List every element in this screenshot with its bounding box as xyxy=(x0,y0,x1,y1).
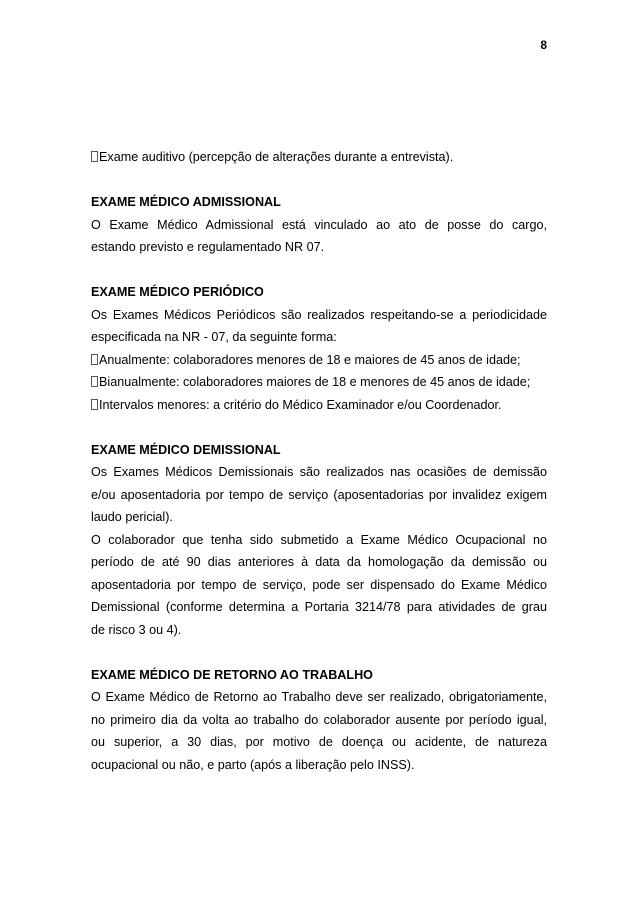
paragraph-line: aposentadoria por tempo de serviço, pode ser dispensado do Exame Médico xyxy=(91,577,547,592)
page-number: 8 xyxy=(540,38,547,52)
paragraph-line: de risco 3 ou 4). xyxy=(91,622,182,637)
intro-bullet-text: Exame auditivo (percepção de alterações durante a entrevista). xyxy=(99,150,454,164)
paragraph-line: estando previsto e regulamentado NR 07. xyxy=(91,240,325,254)
paragraph-line: Os Exames Médicos Periódicos são realizados respeitando-se a periodicidade xyxy=(91,307,547,322)
bullet-text: Bianualmente: colaboradores maiores de 18 e menores de 45 anos de idade; xyxy=(99,375,531,389)
paragraph-line: ou superior, a 30 dias, por motivo de doença ou acidente, de natureza xyxy=(91,735,547,749)
paragraph-line: Demissional (conforme determina a Portaria 3214/78 para atividades de grau xyxy=(91,600,547,614)
paragraph-line: ocupacional ou não, e parto (após a liberação pelo INSS). xyxy=(91,757,415,772)
bullet-box-icon xyxy=(91,151,98,162)
paragraph-line: período de até 90 dias anteriores à data da homologação da demissão ou xyxy=(91,555,547,569)
paragraph-line: Os Exames Médicos Demissionais são realizados nas ocasiões de demissão xyxy=(91,465,547,479)
paragraph-line: O Exame Médico Admissional está vinculado ao ato de posse do cargo, xyxy=(91,217,547,232)
bullet-text: Intervalos menores: a critério do Médico Examinador e/ou Coordenador. xyxy=(99,397,502,412)
section-heading-demissional: EXAME MÉDICO DEMISSIONAL xyxy=(91,442,281,457)
section-heading-periodico: EXAME MÉDICO PERIÓDICO xyxy=(91,285,264,299)
bullet-item xyxy=(91,371,547,394)
section-heading-retorno: EXAME MÉDICO DE RETORNO AO TRABALHO xyxy=(91,667,373,682)
paragraph-line: especificada na NR - 07, da seguinte forma: xyxy=(91,330,337,344)
paragraph-line: O Exame Médico de Retorno ao Trabalho deve ser realizado, obrigatoriamente, xyxy=(91,690,547,704)
bullet-box-icon xyxy=(91,399,98,410)
section-heading-admissional: EXAME MÉDICO ADMISSIONAL xyxy=(91,195,281,209)
bullet-item xyxy=(91,394,547,417)
paragraph-line: no primeiro dia da volta ao trabalho do colaborador ausente por período igual, xyxy=(91,712,547,727)
bullet-text: Anualmente: colaboradores menores de 18 e maiores de 45 anos de idade; xyxy=(99,352,521,367)
intro-bullet-item xyxy=(91,146,547,169)
paragraph-line: laudo pericial). xyxy=(91,510,173,524)
paragraph-line: O colaborador que tenha sido submetido a Exame Médico Ocupacional no xyxy=(91,532,547,547)
bullet-box-icon xyxy=(91,376,98,387)
bullet-item xyxy=(91,349,547,372)
page-content xyxy=(91,146,547,776)
paragraph-line: e/ou aposentadoria por tempo de serviço (aposentadorias por invalidez exigem xyxy=(91,487,547,502)
bullet-box-icon xyxy=(91,354,98,365)
